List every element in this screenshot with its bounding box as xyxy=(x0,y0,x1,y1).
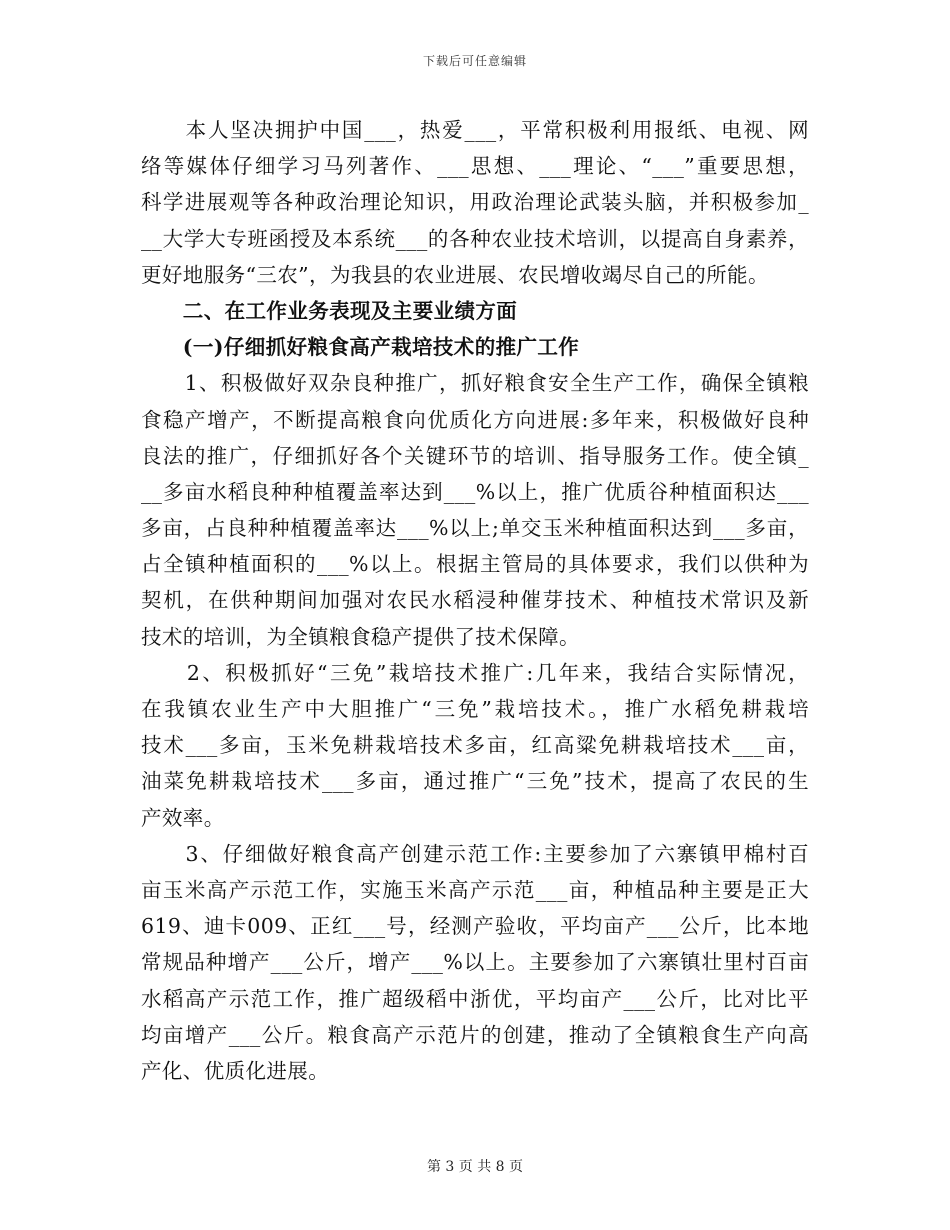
page-number: 第 3 页 共 8 页 xyxy=(426,1159,524,1175)
text-line: 技术___多亩，玉米免耕栽培技术多亩，红高粱免耕栽培技术___亩， xyxy=(141,733,809,758)
text-line: 占全镇种植面积的___%以上。根据主管局的具体要求，我们以供种为 xyxy=(141,552,809,577)
text-line: 多亩，占良种种植覆盖率达___%以上;单交玉米种植面积达到___多亩， xyxy=(141,516,809,541)
text-line: 3、仔细做好粮食高产创建示范工作:主要参加了六寨镇甲棉村百 xyxy=(141,841,809,866)
text-line: 619、迪卡009、正红___号，经测产验收，平均亩产___公斤，比本地 xyxy=(141,914,809,939)
text-line: 技术的培训，为全镇粮食稳产提供了技术保障。 xyxy=(141,624,580,649)
text-line: 常规品种增产___公斤，增产___%以上。主要参加了六寨镇壮里村百亩 xyxy=(141,950,809,975)
text-line: __多亩水稻良种种植覆盖率达到___%以上，推广优质谷种植面积达___ xyxy=(141,479,809,504)
text-line: 良法的推广，仔细抓好各个关键环节的培训、指导服务工作。使全镇_ xyxy=(141,443,809,468)
text-line: 油菜免耕栽培技术___多亩，通过推广“三免”技术，提高了农民的生 xyxy=(141,769,809,794)
text-line: 水稻高产示范工作，推广超级稻中浙优，平均亩产___公斤，比对比平 xyxy=(141,986,809,1011)
text-line: 本人坚决拥护中国___，热爱___，平常积极利用报纸、电视、网 xyxy=(141,118,809,142)
section-heading: (一)仔细抓好粮食高产栽培技术的推广工作 xyxy=(141,335,580,360)
text-line: 2、积极抓好“三免”栽培技术推广:几年来，我结合实际情况， xyxy=(141,660,809,685)
text-line: 在我镇农业生产中大胆推广“三免”栽培技术。，推广水稻免耕栽培 xyxy=(141,697,809,721)
text-line: 亩玉米高产示范工作，实施玉米高产示范___亩，种植品种主要是正大 xyxy=(141,877,809,902)
text-line: 络等媒体仔细学习马列著作、___思想、___理论、“___”重要思想， xyxy=(141,154,809,179)
text-line: 产效率。 xyxy=(141,805,225,830)
page-header: 下载后可任意编辑 xyxy=(422,54,527,68)
text-line: 食稳产增产，不断提高粮食向优质化方向进展:多年来，积极做好良种 xyxy=(141,407,809,432)
text-line: __大学大专班函授及本系统___的各种农业技术培训，以提高自身素养， xyxy=(141,226,809,251)
section-heading: 二、在工作业务表现及主要业绩方面 xyxy=(141,298,518,323)
text-line: 更好地服务“三农”，为我县的农业进展、农民增收竭尽自己的所能。 xyxy=(141,262,769,287)
text-line: 1、积极做好双杂良种推广，抓好粮食安全生产工作，确保全镇粮 xyxy=(141,371,809,396)
text-line: 均亩增产___公斤。粮食高产示范片的创建，推动了全镇粮食生产向高 xyxy=(141,1022,809,1047)
document-body xyxy=(141,112,809,1089)
text-line: 科学进展观等各种政治理论知识，用政治理论武装头脑，并积极参加_ xyxy=(141,190,809,215)
text-line: 契机，在供种期间加强对农民水稻浸种催芽技术、种植技术常识及新 xyxy=(141,588,809,613)
text-line: 产化、优质化进展。 xyxy=(141,1058,330,1083)
